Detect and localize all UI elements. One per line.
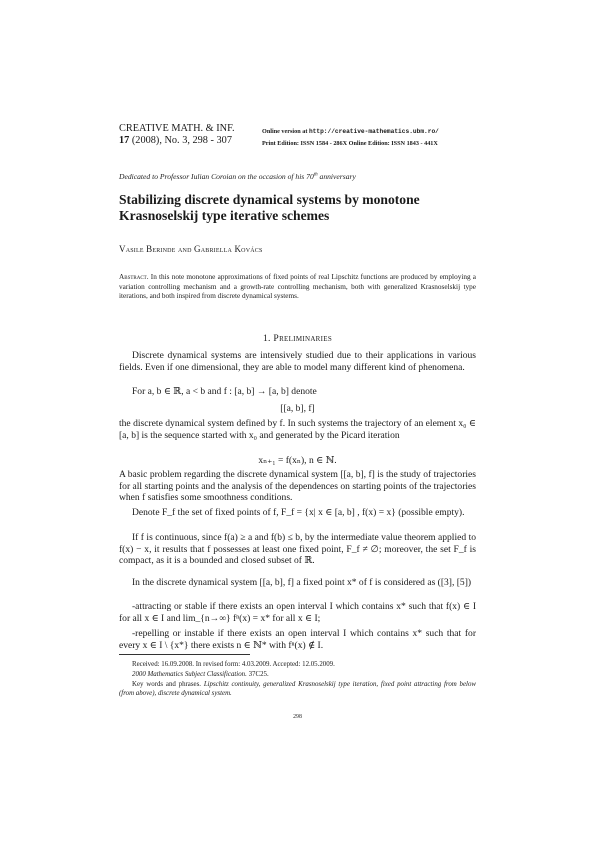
paragraph-7: In the discrete dynamical system [[a, b], f] a fixed point x* of f is considered as ([3], [5]) (132, 577, 472, 588)
page-number: 298 (293, 714, 302, 720)
journal-header (119, 123, 235, 147)
abstract-text: In this note monotone approximations of fixed points of real Lipschitz functions are produced by employing a variation controlling mechanism and a growth-rate controlling mechanism, both with generalized Krasnoselskij type iterations, and both inspired from discrete dynamical systems. (119, 273, 477, 301)
dedication: Dedicated to Professor Iulian Coroian on the occasion of his 70th anniversary (119, 172, 356, 181)
issn-line: Print Edition: ISSN 1584 - 286X Online Edition: ISSN 1843 - 441X (262, 140, 438, 147)
abstract (119, 273, 476, 302)
journal-issue: 17 (2008), No. 3, 298 - 307 (119, 135, 232, 146)
paragraph-9: -repelling or instable if there exists an open interval I which contains x* such that for every x ∈ I \ {x*} there exists n ∈ ℕ* with fⁿ(x) ∉ I. (119, 628, 476, 651)
authors: Vasile Berinde and Gabriella Kovács (119, 244, 263, 254)
paragraph-2: For a, b ∈ ℝ, a < b and f : [a, b] → [a, b] denote (132, 386, 317, 397)
paragraph-5: Denote F_f the set of fixed points of f, F_f = {x| x ∈ [a, b] , f(x) = x} (possible empty). (132, 507, 465, 518)
footnote-received: Received: 16.09.2008. In revised form: 4.03.2009. Accepted: 12.05.2009. (132, 661, 335, 668)
online-version: Online version at http://creative-mathematics.ubm.ro/ (262, 128, 439, 135)
journal-name: CREATIVE MATH. & INF. (119, 123, 235, 134)
paragraph-3: the discrete dynamical system defined by f. In such systems the trajectory of an element x₀ ∈ [a, b] is the sequence started with x₀ and generated by the Picard iteration (119, 418, 476, 441)
paragraph-4: A basic problem regarding the discrete dynamical system [[a, b], f] is the study of trajectories for all starting points and the analysis of the dependences on starting points of the trajectories when f satisfies some smoothness conditions. (119, 469, 476, 504)
paper-title: Stabilizing discrete dynamical systems by monotone Krasnoselskij type iterative schemes (119, 192, 420, 223)
equation-system: [[a, b], f] (280, 403, 315, 414)
footnote-msc: 2000 Mathematics Subject Classification. 37C25. (132, 671, 269, 678)
online-url[interactable]: http://creative-mathematics.ubm.ro/ (308, 128, 439, 135)
paragraph-6: If f is continuous, since f(a) ≥ a and f(b) ≤ b, by the intermediate value theorem applied to f(x) − x, it results that f possesses at least one fixed point, F_f ≠ ∅; moreover, the set F_f is compact, as it is a bounded and closed subset of ℝ. (119, 532, 476, 567)
abstract-label: Abstract. (119, 273, 149, 281)
section-heading: 1. Preliminaries (262, 333, 333, 344)
journal-online-info (262, 126, 439, 150)
footnote-keywords: Key words and phrases. Lipschitz continuity, generalized Krasnoselskij type iteration, fixed point attracting from below (from above), discrete dynamical system. (119, 681, 476, 698)
footnote-divider (119, 654, 250, 655)
equation-picard: xₙ₊₁ = f(xₙ), n ∈ ℕ. (258, 455, 337, 466)
paragraph-8: -attracting or stable if there exists an open interval I which contains x* such that f(x) ∈ I for all x ∈ I and lim_{n→∞} fⁿ(x) = x* for all x ∈ I; (119, 601, 476, 624)
paragraph-1: Discrete dynamical systems are intensively studied due to their applications in various fields. Even if one dimensional, they are able to model many different kind of phenomena. (119, 350, 476, 373)
